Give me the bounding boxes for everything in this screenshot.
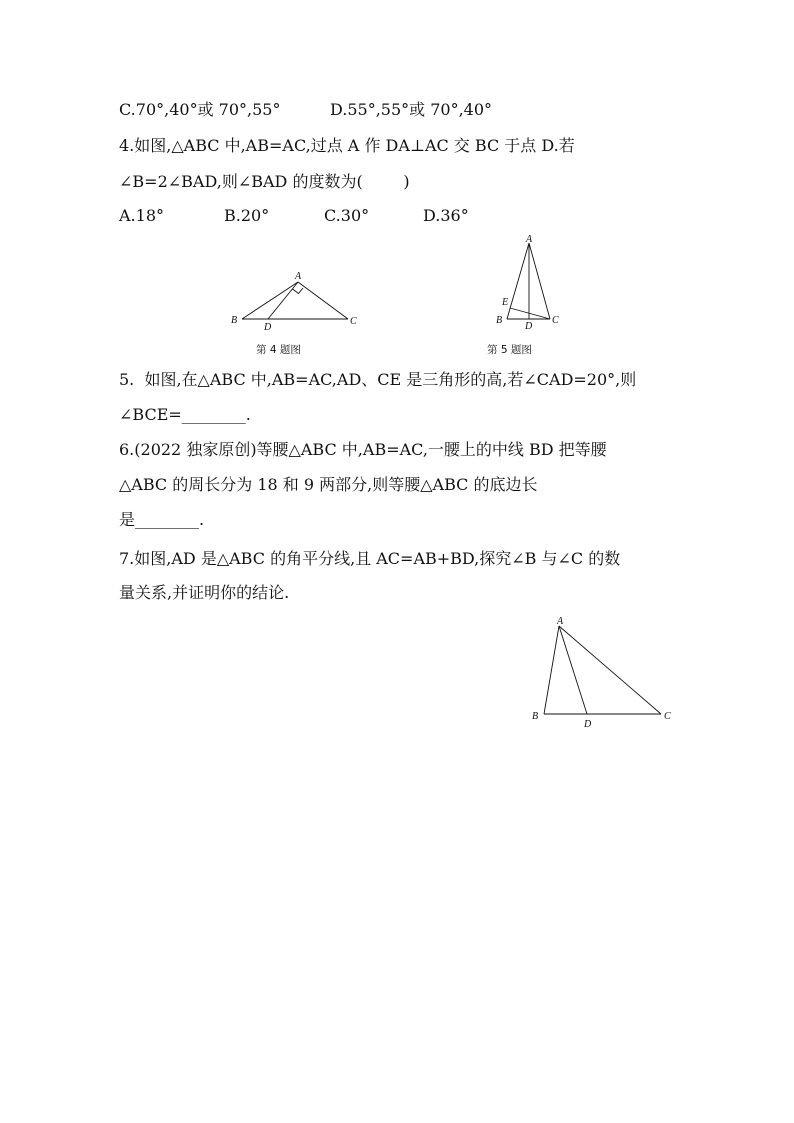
q6-stem-line3: 是________. [119, 510, 205, 529]
fig5-altitude-ce [510, 308, 550, 319]
fig4-label-d: D [264, 322, 272, 333]
fig7-bisector-ad [559, 626, 587, 714]
fig7-label-b: B [532, 711, 539, 722]
q6-stem-line1: 6.(2022 独家原创)等腰△ABC 中,AB=AC,一腰上的中线 BD 把等腰 [119, 440, 607, 459]
fig7-side-ab [544, 626, 559, 714]
q4-option-d: D.36° [423, 206, 469, 225]
fig5-label-b: B [496, 315, 503, 326]
fig4-label-a: A [295, 271, 302, 282]
fig4-label-b: B [231, 315, 238, 326]
q6-stem-line2: △ABC 的周长分为 18 和 9 两部分,则等腰△ABC 的底边长 [119, 475, 538, 494]
fig5-label-a: A [526, 234, 533, 245]
fig7-side-ac [559, 626, 661, 714]
fig7-label-c: C [664, 711, 671, 722]
q4-option-b: B.20° [224, 206, 270, 225]
q7-stem-line2: 量关系,并证明你的结论. [119, 583, 290, 602]
fig5-side-ab [507, 243, 529, 319]
fig5-side-ac [529, 243, 550, 319]
fig5-label-d: D [525, 321, 533, 332]
fig4-side-ab [242, 282, 298, 319]
q4-option-c: C.30° [324, 206, 370, 225]
fig4-side-ac [298, 282, 348, 319]
q4-stem-line1: 4.如图,△ABC 中,AB=AC,过点 A 作 DA⊥AC 交 BC 于点 D.若 [119, 136, 575, 155]
figure-5 [492, 232, 566, 336]
fig4-right-angle-mark [293, 288, 304, 294]
figure-4 [228, 264, 364, 336]
fig7-label-d: D [584, 719, 592, 730]
fig7-label-a: A [557, 616, 564, 627]
q3-option-c: C.70°,40°或 70°,55° [119, 100, 281, 119]
fig4-label-c: C [350, 316, 357, 327]
q4-option-a: A.18° [119, 206, 164, 225]
fig5-label-c: C [552, 315, 559, 326]
fig4-segment-ad [268, 282, 298, 319]
q4-stem-line2: ∠B=2∠BAD,则∠BAD 的度数为( ) [119, 172, 410, 191]
figure-4-caption: 第 4 题图 [256, 344, 301, 356]
q5-stem-line1: 5. 如图,在△ABC 中,AB=AC,AD、CE 是三角形的高,若∠CAD=20°,则 [119, 370, 637, 389]
figure-5-caption: 第 5 题图 [487, 344, 532, 356]
figure-7 [528, 612, 678, 734]
fig5-label-e: E [502, 297, 509, 308]
q3-option-d: D.55°,55°或 70°,40° [330, 100, 493, 119]
q7-stem-line1: 7.如图,AD 是△ABC 的角平分线,且 AC=AB+BD,探究∠B 与∠C 的数 [119, 549, 621, 568]
q5-stem-line2: ∠BCE=________. [119, 405, 251, 424]
